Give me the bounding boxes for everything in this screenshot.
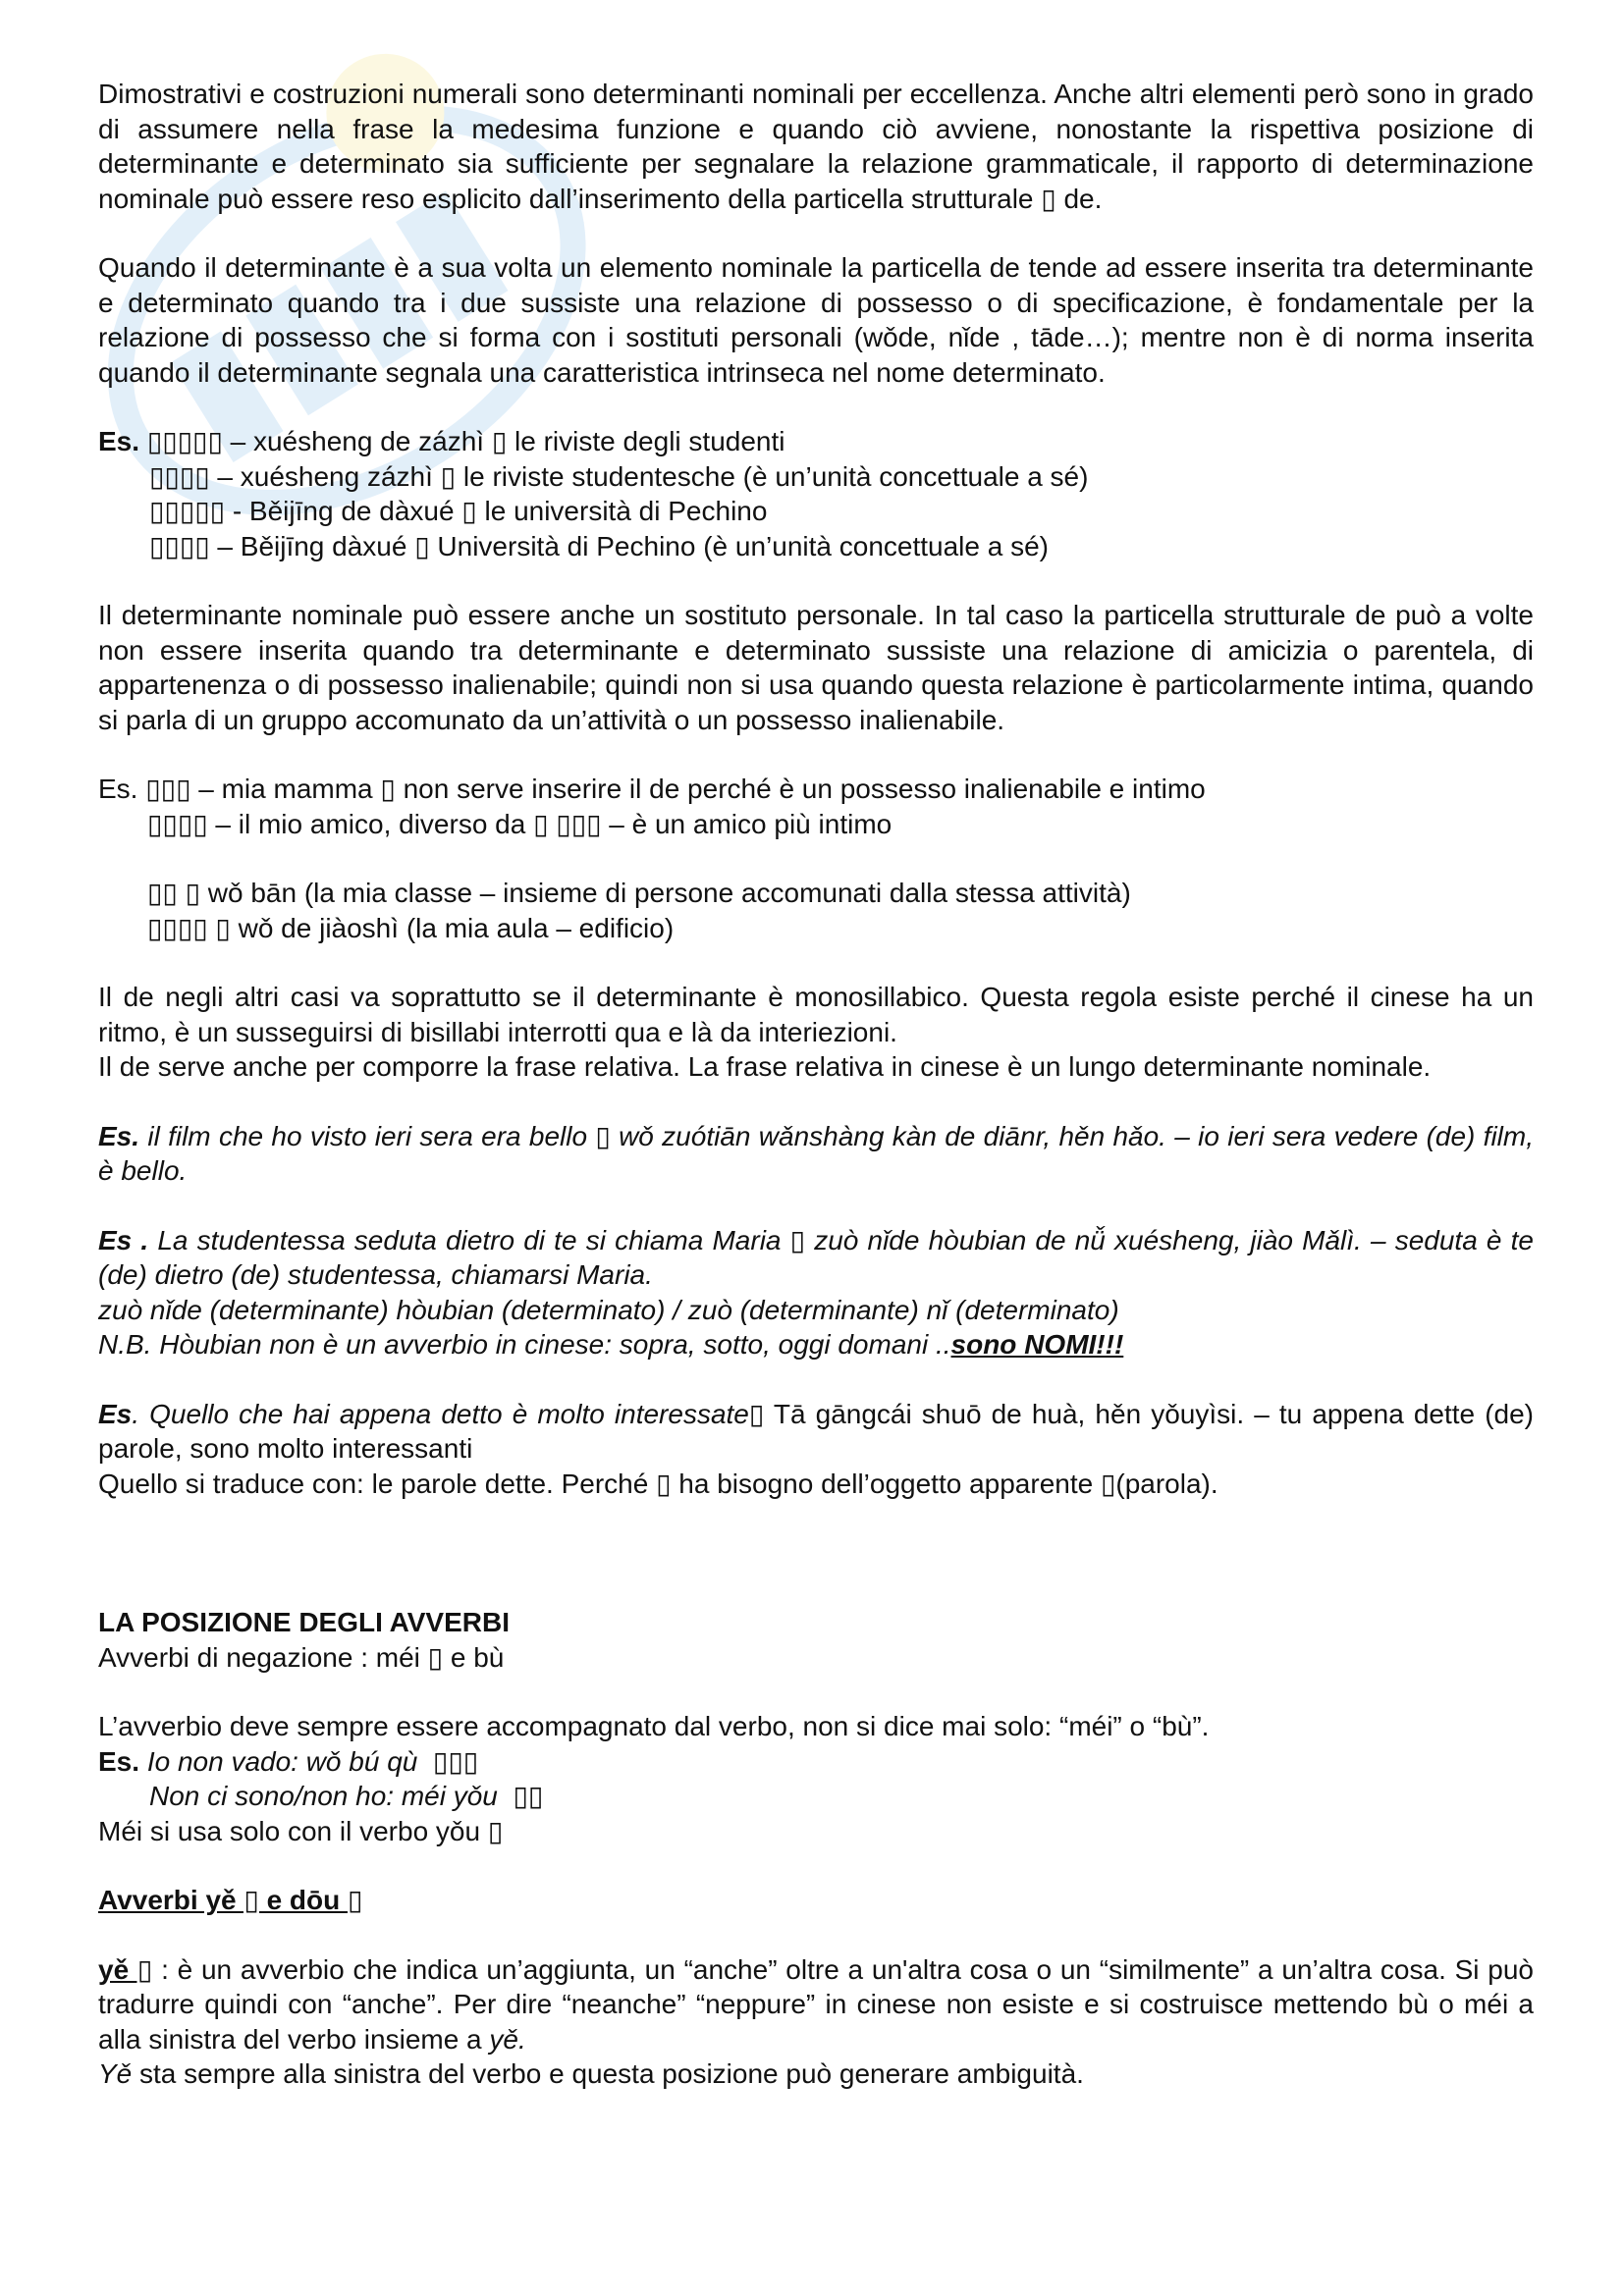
- paragraph-determinants: Dimostrativi e costruzioni numerali sono determinanti nominali per eccellenza. Anche altri elementi però sono in grado di assumere nella frase la medesima funzione e quando ciò avviene, nonostante la rispettiva posizione di determinante e determinato sia sufficiente per segnalare la relazione grammaticale, il rapporto di determinazione nominale può essere reso esplicito dall’inserimento della particella strutturale ▯ de.: [98, 79, 1534, 214]
- example-line: [98, 772, 1534, 807]
- ye-explanation: yě ▯ : è un avverbio che indica un’aggiunta, un “anche” oltre a un'altra cosa o un “similmente” a un’altra cosa. Si può tradurre quindi con “anche”. Per dire “neanche” “neppure” in cinese non esiste e si costruisce mettendo bù o méi a alla sinistra del verbo insieme a yě.: [98, 1953, 1534, 2055]
- paragraph-nominal-determinant: Quando il determinante è a sua volta un elemento nominale la particella de tende ad essere inserita tra determinante e determinato quando tra i due sussiste una relazione di possesso o di specificazione, è fondamentale per la relazione di possesso che si forma con i sostituti personali (wǒde, nǐde , tāde…); mentre non è di norma inserita quando il determinante segnala una caratteristica intrinseca nel nome determinato.: [98, 252, 1534, 388]
- example-line: Quello si traduce con: le parole dette. Perché ▯ ha bisogno dell’oggetto apparente ▯(parola).: [98, 1468, 1218, 1499]
- mei-rule: Méi si usa solo con il verbo yǒu ▯: [98, 1815, 504, 1846]
- example-quello: [98, 1397, 1534, 1502]
- examples-block-1: [98, 424, 1534, 563]
- example-line: ▯▯▯▯ – xuésheng zázhì ▯ le riviste studentesche (è un’unità concettuale a sé): [149, 460, 1089, 492]
- paragraph-de-monosyllabic: Il de negli altri casi va soprattutto se il determinante è monosillabico. Questa regola esiste perché il cinese ha un ritmo, è un susseguirsi di bisillabi interrotti qua e là da interiezioni.: [98, 982, 1534, 1047]
- example-text: La studentessa seduta dietro di te si chiama Maria ▯ zuò nǐde hòubian de nǚ xuésheng, jiào Mǎlì. – seduta è te (de) dietro (de) studentessa, chiamarsi Maria.: [98, 1224, 1535, 1290]
- document-page: [98, 77, 1534, 2092]
- example-studentessa: [98, 1223, 1534, 1362]
- example-label: Es: [98, 1398, 133, 1429]
- examples-block-2: [98, 772, 1534, 945]
- example-label: Es .: [98, 1224, 149, 1255]
- example-line: ▯▯▯▯ – Běijīng dàxué ▯ Università di Pechino (è un’unità concettuale a sé): [149, 530, 1049, 561]
- example-line: [98, 1223, 1534, 1293]
- example-line: ▯▯ ▯ wǒ bān (la mia classe – insieme di persone accomunati dalla stessa attività): [147, 878, 1131, 908]
- example-label: Es.: [98, 1120, 140, 1151]
- paragraph-relative-clause: Il de serve anche per comporre la frase relativa. La frase relativa in cinese è un lungo determinante nominale.: [98, 1051, 1432, 1082]
- example-line: ▯▯▯▯ ▯ wǒ de jiàoshì (la mia aula – edificio): [147, 912, 675, 943]
- ye-label: yě ▯: [98, 1953, 153, 1985]
- adverb-rule: L’avverbio deve sempre essere accompagnato dal verbo, non si dice mai solo: “méi” o “bù”.: [98, 1711, 1210, 1741]
- example-film: [98, 1119, 1534, 1189]
- section-title: LA POSIZIONE DEGLI AVVERBI: [98, 1607, 511, 1637]
- paragraph-personal-substitute: Il determinante nominale può essere anche un sostituto personale. In tal caso la particella strutturale de può a volte non essere inserita quando tra determinante e determinato sussiste una relazione di amicizia o parentela, di appartenenza o di possesso inalienabile; quindi non si usa quando questa relazione è particolarmente intima, quando si parla di un gruppo accomunato da un’attività o un possesso inalienabile.: [98, 600, 1534, 735]
- example-line: Es. Io non vado: wǒ bú qù ▯▯▯: [98, 1745, 479, 1777]
- example-label: Es.: [98, 774, 138, 804]
- example-line: Es. Quello che hai appena detto è molto interessate▯ Tā gāngcái shuō de huà, hěn yǒuyìsi. – tu appena dette (de) parole, sono molto interessanti: [98, 1398, 1535, 1464]
- example-label: Es.: [98, 1745, 140, 1777]
- example-line: ▯▯▯▯ – il mio amico, diverso da ▯ ▯▯▯ – è un amico più intimo: [147, 808, 893, 839]
- example-text: il film che ho visto ieri sera era bello ▯ wǒ zuótiān wǎnshàng kàn de diānr, hěn hǎo. – io ieri sera vedere (de) film, è bello.: [98, 1120, 1535, 1186]
- section-adverbs: [98, 1605, 1534, 1848]
- section-title: Avverbi yě ▯ e dōu ▯: [98, 1885, 363, 1915]
- example-line: Non ci sono/non ho: méi yǒu ▯▯: [149, 1781, 544, 1811]
- example-line: zuò nǐde (determinante) hòubian (determinato) / zuò (determinante) nǐ (determinato): [98, 1294, 1119, 1325]
- section-ye-dou: [98, 1883, 1534, 2092]
- example-line: [98, 424, 1534, 459]
- ye-position: Yě sta sempre alla sinistra del verbo e questa posizione può generare ambiguità.: [98, 2058, 1084, 2089]
- example-text: ▯▯▯▯▯ – xuésheng de zázhì ▯ le riviste degli studenti: [146, 426, 785, 456]
- nota-bene-emphasis: sono NOMI!!!: [950, 1329, 1124, 1360]
- nota-bene: N.B. Hòubian non è un avverbio in cinese: sopra, sotto, oggi domani ..sono NOMI!!!: [98, 1329, 1124, 1360]
- example-label: Es.: [98, 426, 140, 456]
- example-line: ▯▯▯▯▯ - Běijīng de dàxué ▯ le università di Pechino: [149, 496, 768, 526]
- example-text: ▯▯▯ – mia mamma ▯ non serve inserire il de perché è un possesso inalienabile e intimo: [145, 774, 1206, 804]
- negation-adverbs: Avverbi di negazione : méi ▯ e bù: [98, 1641, 505, 1673]
